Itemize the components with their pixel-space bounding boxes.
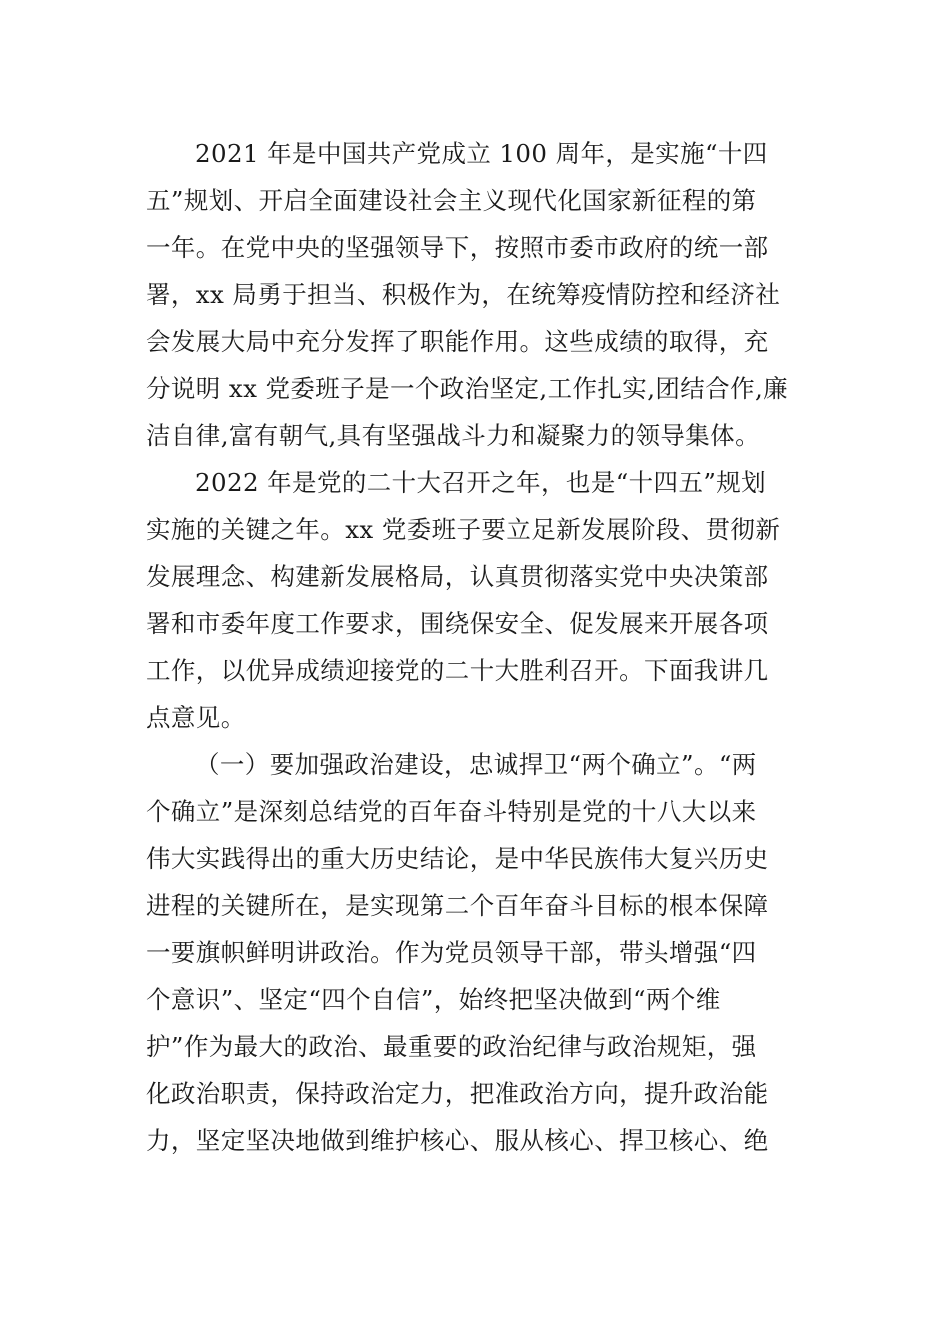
text-line: 力，坚定坚决地做到维护核心、服从核心、捍卫核心、绝 (146, 1126, 769, 1155)
text-line: 护”作为最大的政治、最重要的政治纪律与政治规矩，强 (146, 1032, 757, 1061)
text-line: 会发展大局中充分发挥了职能作用。这些成绩的取得，充 (146, 327, 769, 356)
text-line: 进程的关键所在，是实现第二个百年奋斗目标的根本保障 (146, 891, 769, 920)
text-line: 五”规划、开启全面建设社会主义现代化国家新征程的第 (146, 186, 757, 215)
text-line: 个意识”、坚定“四个自信”，始终把坚决做到“两个维 (146, 985, 721, 1014)
text-line: 署，xx 局勇于担当、积极作为，在统筹疫情防控和经济社 (146, 280, 781, 309)
paragraph-2022-outlook (146, 459, 806, 741)
text-line: 点意见。 (146, 703, 246, 732)
paragraph-2021-review (146, 130, 806, 459)
text-line: 个确立”是深刻总结党的百年奋斗特别是党的十八大以来 (146, 797, 757, 826)
text-line: 2022 年是党的二十大召开之年，也是“十四五”规划 (195, 468, 767, 497)
text-line: 伟大实践得出的重大历史结论，是中华民族伟大复兴历史 (146, 844, 769, 873)
document-body (146, 130, 806, 1164)
text-line: 2021 年是中国共产党成立 100 周年，是实施“十四 (195, 139, 768, 168)
text-line: 署和市委年度工作要求，围绕保安全、促发展来开展各项 (146, 609, 769, 638)
text-line: 分说明 xx 党委班子是一个政治坚定,工作扎实,团结合作,廉 (146, 374, 789, 403)
paragraph-political-building (146, 741, 806, 1164)
text-line: （一）要加强政治建设，忠诚捍卫“两个确立”。“两 (195, 750, 757, 779)
text-line: 发展理念、构建新发展格局，认真贯彻落实党中央决策部 (146, 562, 769, 591)
text-line: 化政治职责，保持政治定力，把准政治方向，提升政治能 (146, 1079, 769, 1108)
text-line: 一要旗帜鲜明讲政治。作为党员领导干部，带头增强“四 (146, 938, 757, 967)
text-line: 实施的关键之年。xx 党委班子要立足新发展阶段、贯彻新 (146, 515, 781, 544)
text-line: 洁自律,富有朝气,具有坚强战斗力和凝聚力的领导集体。 (146, 421, 760, 450)
text-line: 一年。在党中央的坚强领导下，按照市委市政府的统一部 (146, 233, 769, 262)
text-line: 工作，以优异成绩迎接党的二十大胜利召开。下面我讲几 (146, 656, 769, 685)
